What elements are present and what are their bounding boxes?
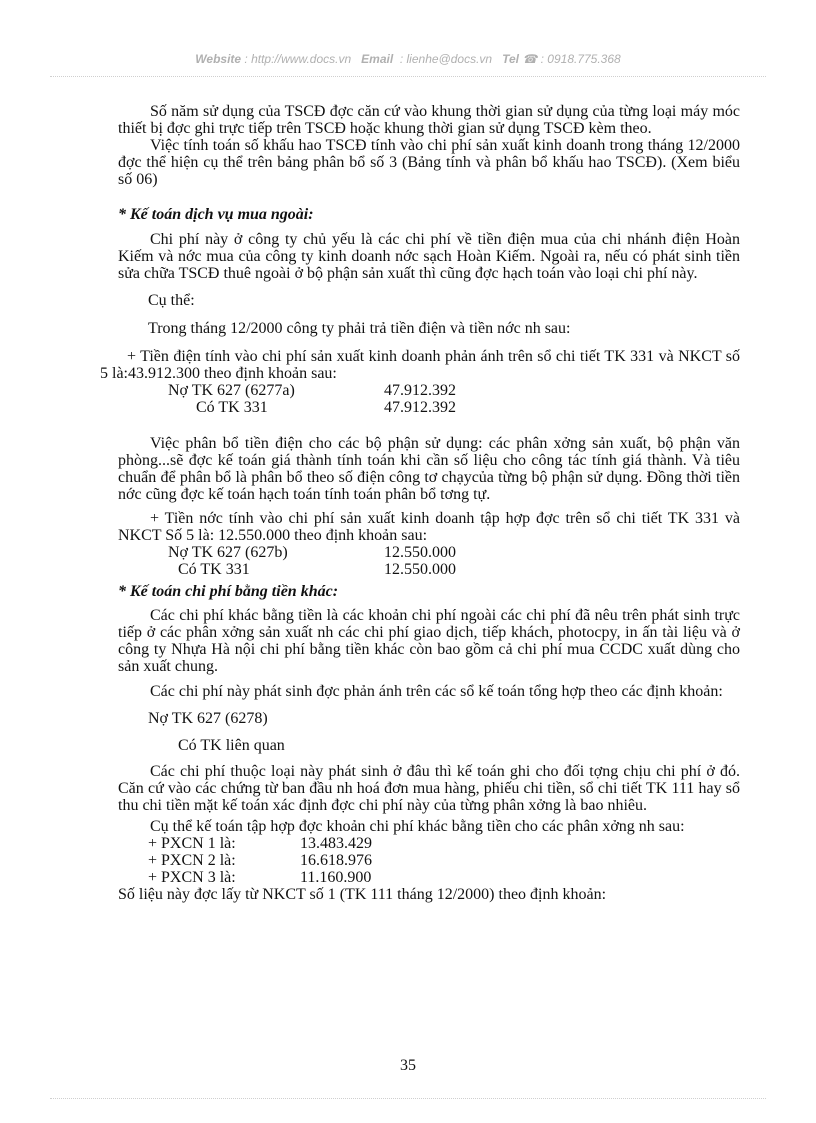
amount: 12.550.000 (384, 544, 456, 561)
workshop-label: + PXCN 2 là: (148, 852, 236, 869)
email-value: : lienhe@docs.vn (399, 52, 493, 66)
workshop-amount-row (118, 835, 740, 852)
journal-entry-row (118, 561, 740, 578)
paragraph: Có TK liên quan (178, 737, 285, 754)
account: Nợ TK 627 (627b) (168, 544, 288, 561)
amount: 13.483.429 (300, 835, 372, 852)
paragraph: Việc phân bổ tiền điện cho các bộ phận sử dụng: các phân xởng sản xuất, bộ phận văn phòng...sẽ đợc kế toán giá thành tính toán khi cần số liệu cho công tác tính giá thành. Và tiêu chuẩn để phân bổ là phân bổ theo số điện công tơ chạycủa từng bộ phận sử dụng. Đồng thời tiền nớc cũng đợc kế toán hạch toán tính toán phân bổ tơng tự. (118, 435, 740, 503)
paragraph: Cụ thể: (148, 292, 195, 309)
account: Có TK 331 (196, 399, 268, 416)
section-heading: * Kế toán dịch vụ mua ngoài: (118, 206, 314, 223)
header-divider (50, 76, 766, 77)
account: Có TK 331 (178, 561, 250, 578)
tel-value: ☎ : 0918.775.368 (522, 52, 621, 66)
journal-entry-row (118, 544, 740, 561)
section-heading: * Kế toán chi phí bằng tiền khác: (118, 583, 339, 600)
page-header (0, 52, 816, 66)
paragraph: + Tiền nớc tính vào chi phí sản xuất kinh doanh tập hợp đợc trên sổ chi tiết TK 331 và NKCT Số 5 là: 12.550.000 theo định khoản sau: (118, 510, 740, 544)
tel-label: Tel (502, 52, 519, 66)
footer-divider (50, 1098, 766, 1099)
paragraph: Nợ TK 627 (6278) (148, 710, 268, 727)
website-value: : http://www.docs.vn (244, 52, 352, 66)
amount: 11.160.900 (300, 869, 372, 886)
workshop-label: + PXCN 3 là: (148, 869, 236, 886)
workshop-label: + PXCN 1 là: (148, 835, 236, 852)
paragraph: Số năm sử dụng của TSCĐ đợc căn cứ vào khung thời gian sử dụng của từng loại máy móc thiết bị đợc ghi trực tiếp trên TSCĐ hoặc khung thời gian sử dụng TSCĐ kèm theo. (118, 103, 740, 137)
journal-entry-row (118, 382, 740, 399)
paragraph: Các chi phí khác bằng tiền là các khoản chi phí ngoài các chi phí đã nêu trên phát sinh trực tiếp ở các phân xởng sản xuất nh các chi phí giao dịch, tiếp khách, photocpy, in ấn tài liệu và ở công ty Nhựa Hà nội chi phí bằng tiền khác còn bao gồm cả chi phí mua CCDC xuất dùng cho sản xuất chung. (118, 607, 740, 675)
paragraph: Chi phí này ở công ty chủ yếu là các chi phí về tiền điện mua của chi nhánh điện Hoàn Kiếm và nớc mua của công ty kinh doanh nớc sạch Hoàn Kiếm. Ngoài ra, nếu có phát sinh tiền sửa chữa TSCĐ thuê ngoài ở bộ phận sản xuất thì cũng đợc hạch toán vào loại chi phí này. (118, 231, 740, 282)
paragraph: Số liệu này đợc lấy từ NKCT số 1 (TK 111 tháng 12/2000) theo định khoản: (118, 886, 607, 903)
amount: 47.912.392 (384, 399, 456, 416)
amount: 12.550.000 (384, 561, 456, 578)
paragraph: Cụ thể kế toán tập hợp đợc khoản chi phí khác bằng tiền cho các phân xởng nh sau: (150, 818, 685, 835)
journal-entry-row (118, 399, 740, 416)
paragraph: Các chi phí thuộc loại này phát sinh ở đâu thì kế toán ghi cho đối tợng chịu chi phí ở đó. Căn cứ vào các chứng từ ban đầu nh hoá đơn mua hàng, phiếu chi tiền, sổ chi tiết TK 111 hay sổ thu chi tiền mặt kế toán xác định đợc chi phí này của từng phân xởng là bao nhiêu. (118, 763, 740, 814)
account: Nợ TK 627 (6277a) (168, 382, 295, 399)
website-label: Website (195, 52, 242, 66)
paragraph: + Tiền điện tính vào chi phí sản xuất kinh doanh phản ánh trên sổ chi tiết TK 331 và NKCT số 5 là:43.912.300 theo định khoản sau: (100, 348, 740, 382)
workshop-amount-row (118, 852, 740, 869)
document-body (100, 103, 740, 903)
amount: 16.618.976 (300, 852, 372, 869)
workshop-amount-row (118, 869, 740, 886)
paragraph: Trong tháng 12/2000 công ty phải trả tiền điện và tiền nớc nh sau: (148, 320, 571, 337)
page-number: 35 (400, 1057, 416, 1074)
paragraph: Các chi phí này phát sinh đợc phản ánh trên các sổ kế toán tổng hợp theo các định khoản: (150, 683, 723, 700)
paragraph: Việc tính toán số khấu hao TSCĐ tính vào chi phí sản xuất kinh doanh trong tháng 12/2000 đợc thể hiện cụ thể trên bảng phân bổ số 3 (Bảng tính và phân bổ khấu hao TSCĐ). (Xem biểu số 06) (118, 137, 740, 188)
amount: 47.912.392 (384, 382, 456, 399)
email-label: Email (361, 52, 394, 66)
